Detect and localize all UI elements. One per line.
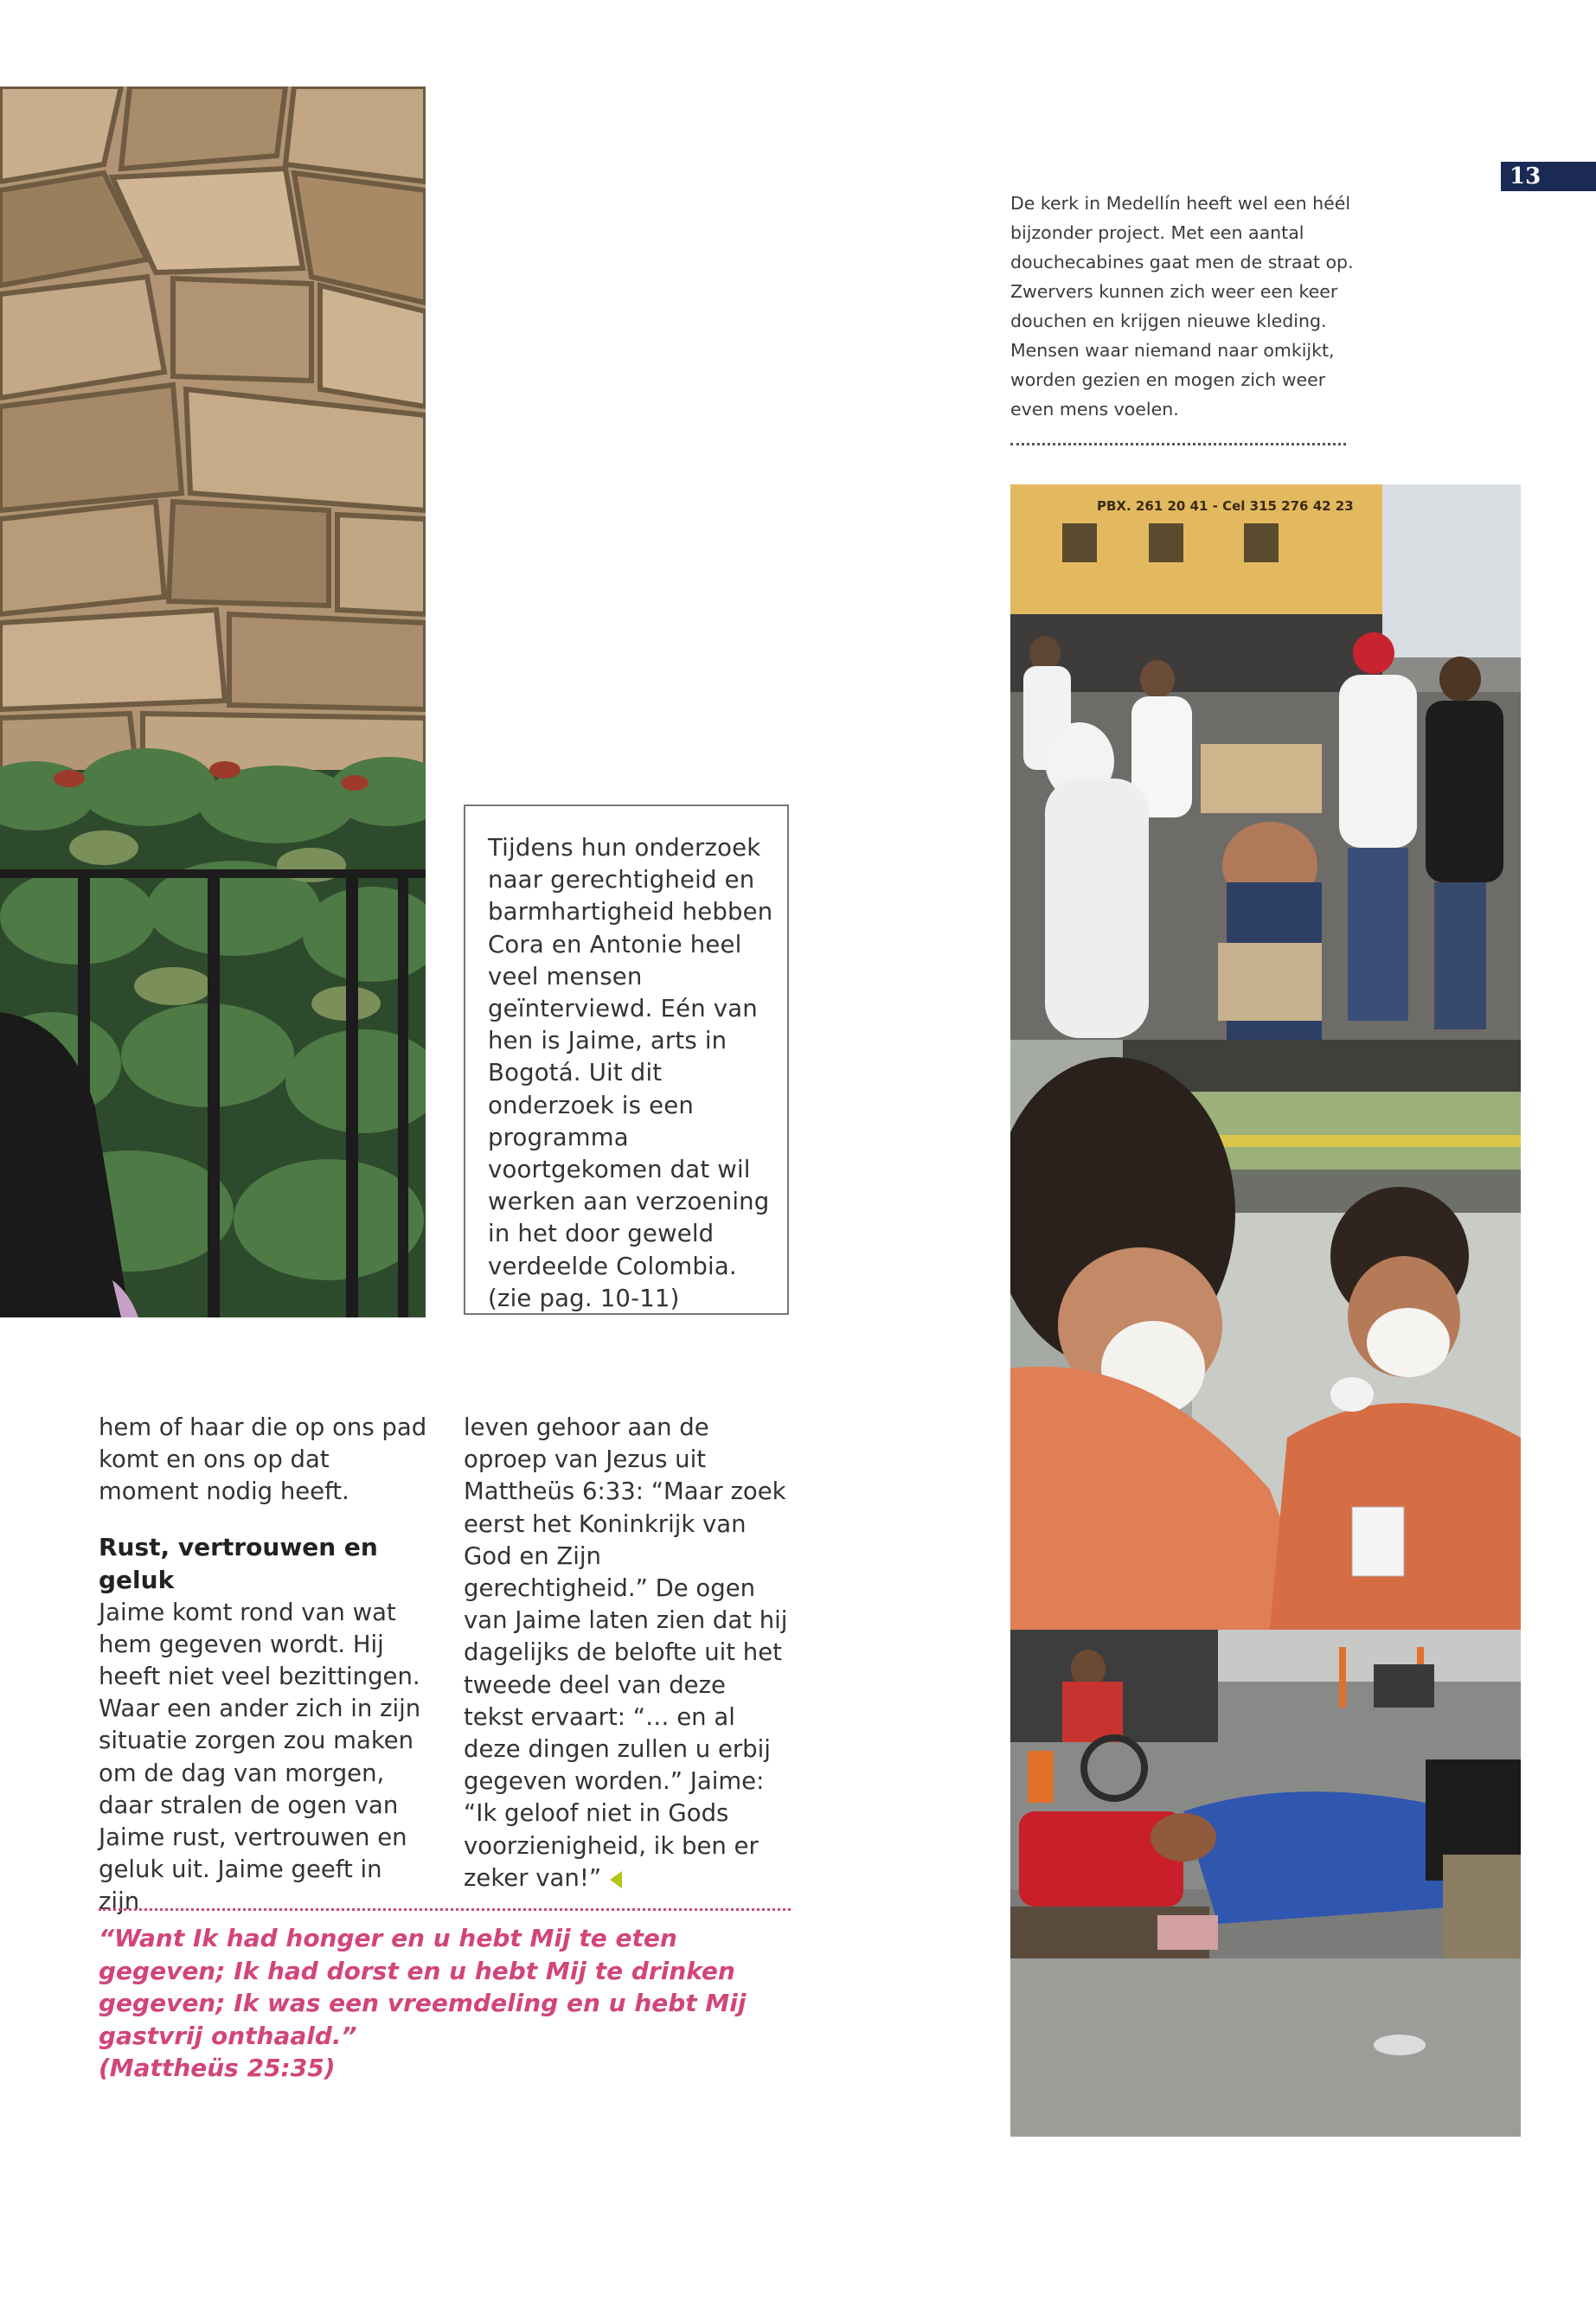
sleeping-man-photo (1010, 1630, 1521, 2137)
intro-box (464, 804, 789, 1315)
body-column-left (99, 1412, 427, 1919)
section-heading: Rust, vertrouwen en geluk (99, 1532, 378, 1594)
body-column-right (464, 1412, 792, 1894)
building-sign-text: PBX. 261 20 41 - Cel 315 276 42 23 (1097, 498, 1354, 514)
street-shower-photo (1010, 484, 1521, 1040)
stone-wall-photo (0, 87, 426, 1317)
shaving-photo (1010, 1040, 1521, 1630)
quote-reference: (Mattheüs 25:35) (99, 2054, 336, 2082)
quote-text: “Want Ik had honger en u hebt Mij te eten gegeven; Ik had dorst en u hebt Mij te drinken gegeven; Ik was een vreemdeling en u hebt Mij gastvrij onthaald.” (99, 1924, 747, 2050)
photo-caption: De kerk in Medellín heeft wel een héél bijzonder project. Met een aantal douchecabines gaat men de straat op. Zwervers kunnen zich weer een keer douchen en krijgen nieuwe kleding. Mensen waar niemand naar omkijkt, worden gezien en mogen zich weer even mens voelen. (1010, 193, 1354, 420)
body-paragraph: Jaime komt rond van wat hem gegeven wordt. Hij heeft niet veel bezittingen. Waar een ander zich in zijn situatie zorgen zou maken om de dag van morgen, daar stralen de ogen van Jaime rust, vertrouwen en geluk uit. Jaime geeft in zijn (99, 1598, 421, 1916)
page-number-tab (1501, 162, 1596, 191)
caption-divider (1010, 443, 1346, 445)
page-number: 13 (1509, 163, 1542, 189)
stone-wall-illustration (0, 87, 426, 1317)
intro-text: Tijdens hun onderzoek naar gerechtigheid en barmhartigheid hebben Cora en Antonie heel veel mensen geïnterviewd. Eén van hen is Jaime, arts in Bogotá. Uit dit onderzoek is een programma voortgekomen dat wil werken aan verzoening in het door geweld verdeelde Colombia. (zie pag. 10-11) (488, 834, 773, 1312)
body-paragraph: leven gehoor aan de oproep van Jezus uit Mattheüs 6:33: “Maar zoek eerst het Koninkrijk van God en Zijn gerechtigheid.” De ogen van Jaime laten zien dat hij dagelijks de belofte uit het tweede deel van deze tekst ervaart: “… en al deze dingen zullen u erbij gegeven worden.” Jaime: “Ik geloof niet in Gods voorzienigheid, ik ben er zeker van!” (464, 1413, 788, 1892)
body-paragraph: hem of haar die op ons pad komt en ons op dat moment nodig heeft. (99, 1413, 427, 1506)
bible-quote (99, 1922, 808, 2085)
quote-divider (99, 1908, 791, 1911)
end-of-article-icon (610, 1871, 622, 1888)
